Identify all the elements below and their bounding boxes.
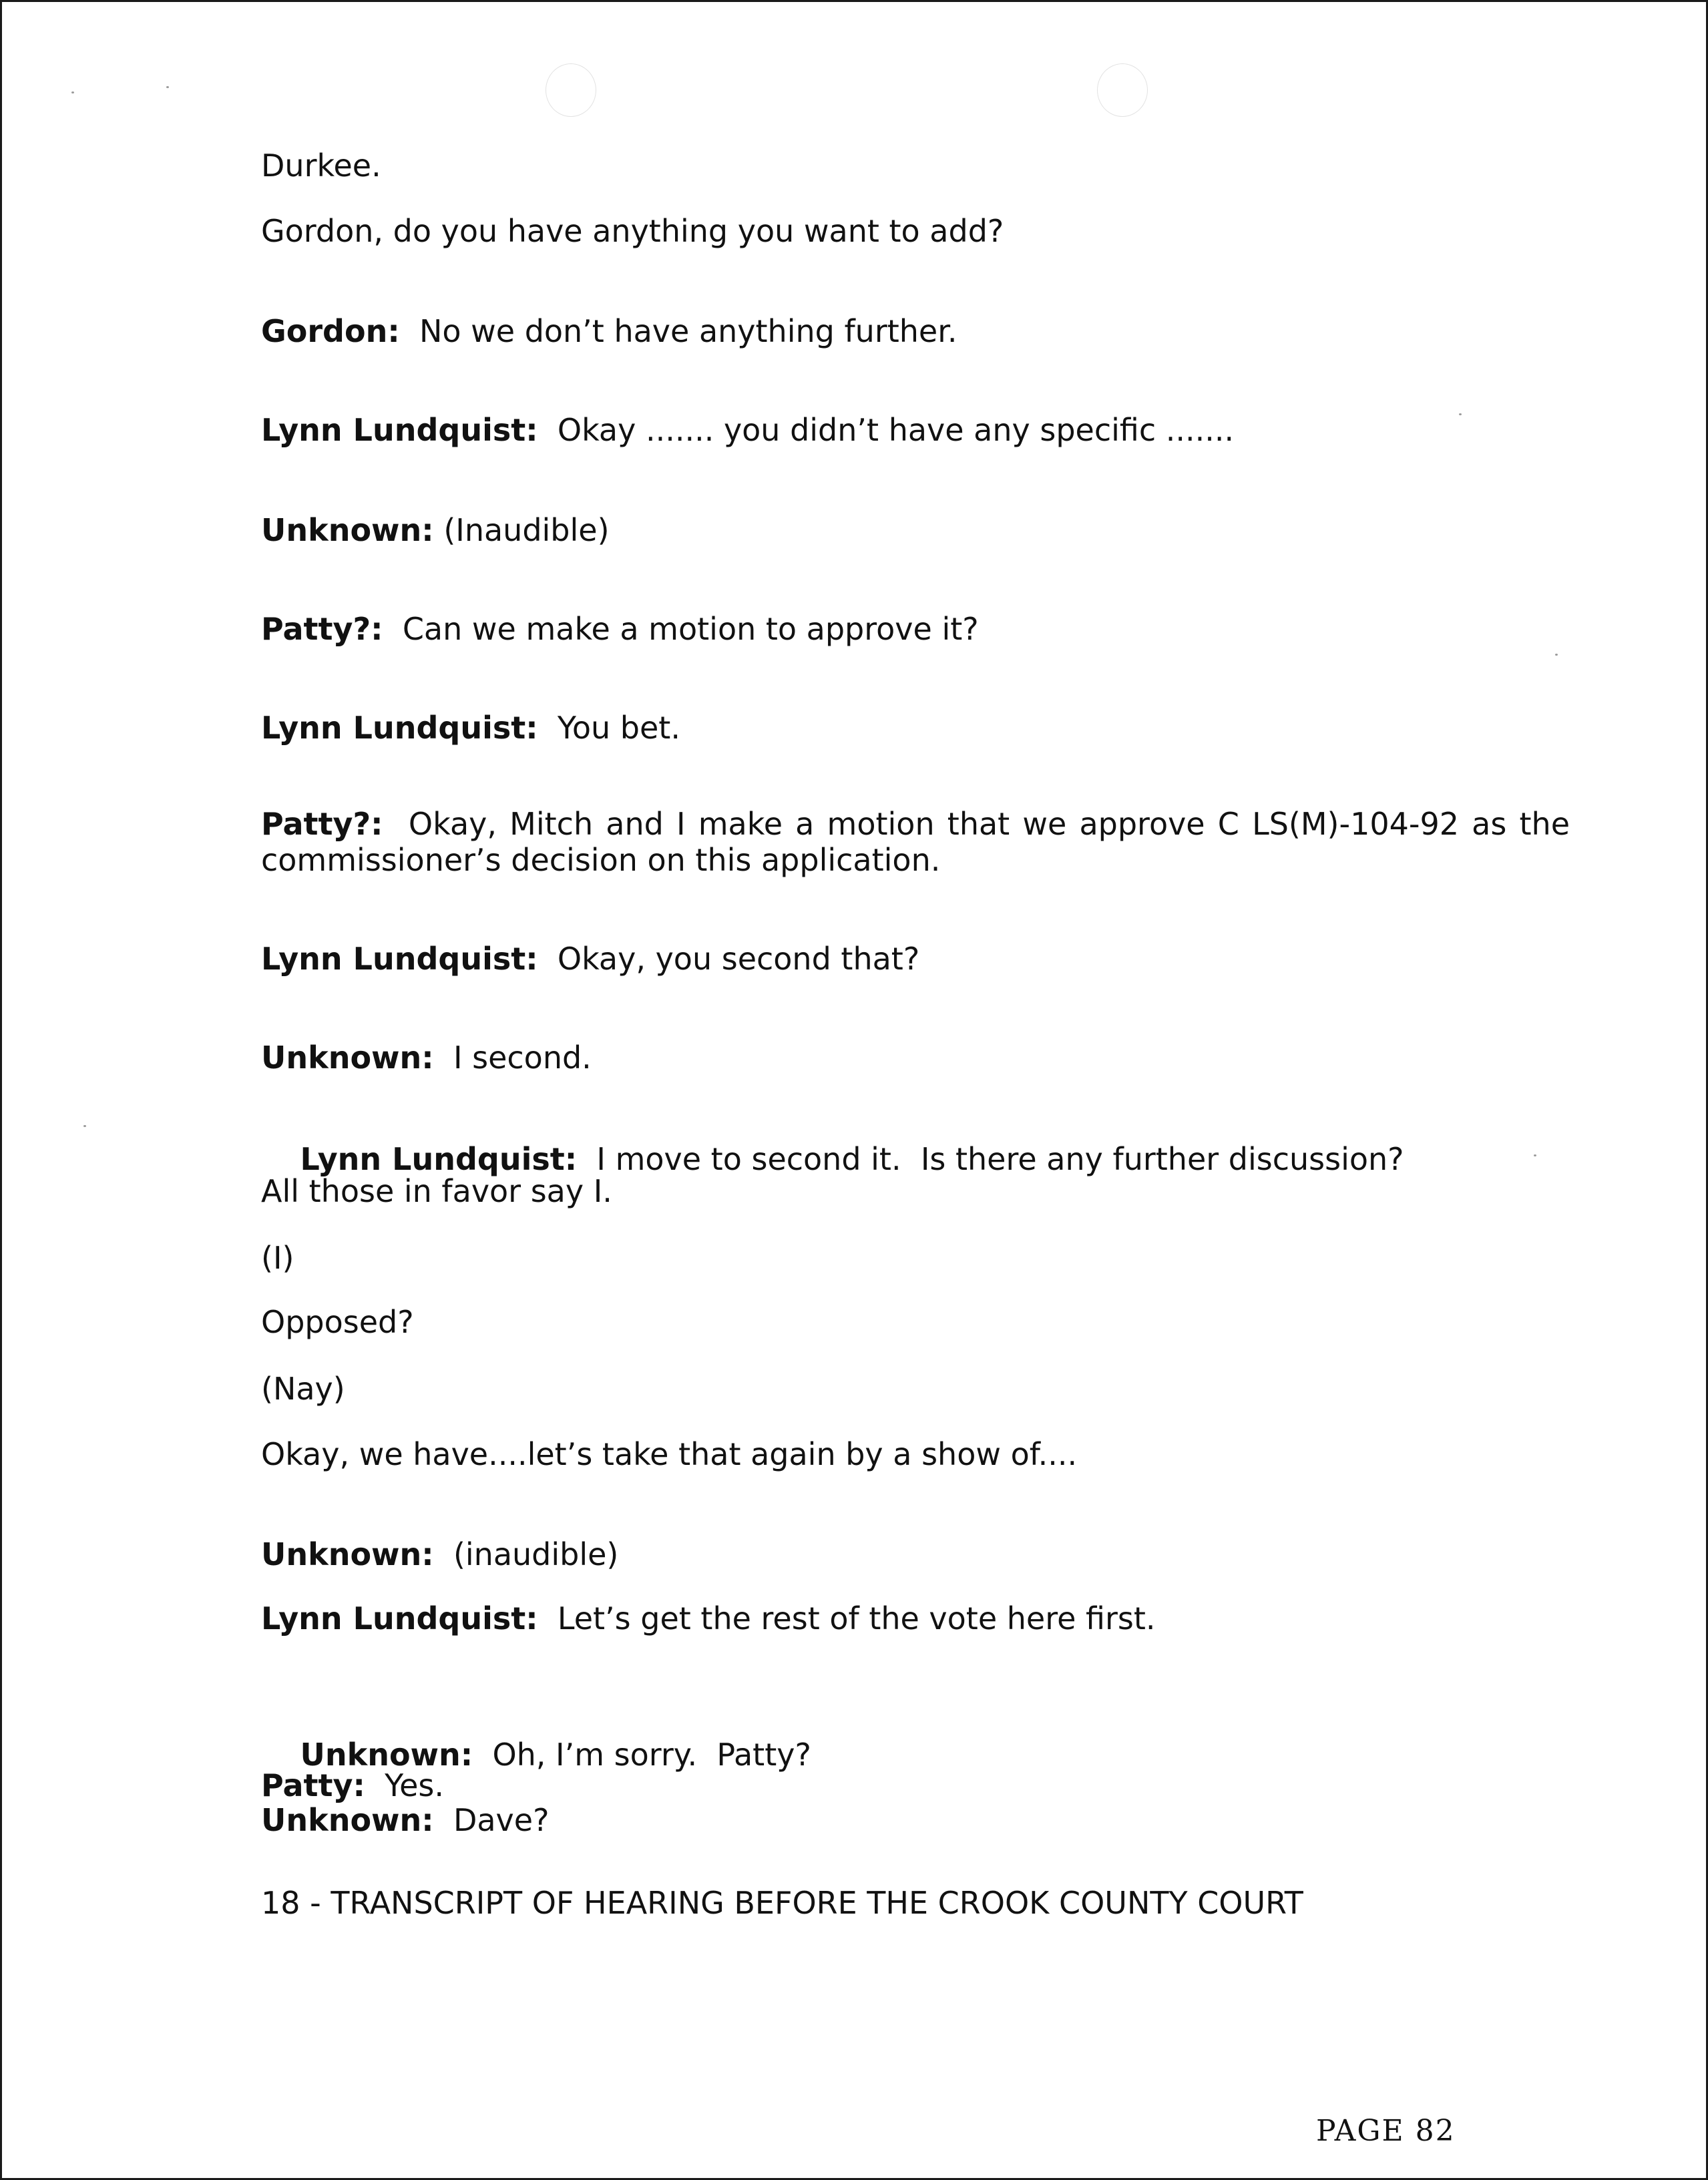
speaker-label: Unknown:: [261, 1802, 434, 1838]
utterance-text: (inaudible): [453, 1536, 619, 1572]
speaker-label: Unknown:: [261, 512, 434, 548]
utterance-text: Durkee.: [261, 148, 381, 184]
transcript-line: [261, 1436, 1570, 1472]
utterance-text: Gordon, do you have anything you want to add?: [261, 213, 1004, 249]
utterance-text: Okay ....... you didn’t have any specific .......: [557, 412, 1235, 448]
speaker-label: Unknown:: [261, 1040, 434, 1076]
utterance-text: (Nay): [261, 1371, 345, 1407]
utterance-text: You bet.: [557, 710, 680, 746]
transcript-line: [261, 1536, 1570, 1572]
utterance-text: Yes.: [385, 1767, 445, 1803]
transcript-line: [261, 213, 1570, 249]
utterance-text: (Inaudible): [443, 512, 610, 548]
speaker-label: Patty?:: [261, 806, 383, 842]
utterance-text: No we don’t have anything further.: [419, 313, 957, 349]
transcript-line: [261, 1304, 1570, 1340]
transcript-line: [261, 710, 1570, 746]
transcript-line: [261, 1600, 1570, 1637]
scan-speck: [1555, 654, 1558, 656]
transcript-line: [261, 512, 1570, 548]
transcript-line: [261, 313, 1570, 349]
speaker-label: Lynn Lundquist:: [261, 1600, 538, 1637]
transcript-line: [261, 806, 1570, 878]
transcript-line: [261, 148, 1570, 184]
speaker-label: Lynn Lundquist:: [261, 710, 538, 746]
transcript-line: [261, 1371, 1570, 1407]
speaker-label: Patty?:: [261, 611, 383, 647]
speaker-label: Lynn Lundquist:: [261, 412, 538, 448]
speaker-label: Unknown:: [300, 1737, 473, 1773]
transcript-line: [261, 1173, 1570, 1209]
speaker-label: Gordon:: [261, 313, 400, 349]
scan-speck: [71, 91, 74, 93]
utterance-text: Okay, we have....let’s take that again by a show of....: [261, 1436, 1078, 1472]
utterance-text: I second.: [453, 1040, 592, 1076]
utterance-text: I move to second it. Is there any further discussion?: [596, 1141, 1404, 1177]
punch-hole-right: [1097, 63, 1148, 117]
speaker-label: Lynn Lundquist:: [261, 941, 538, 977]
punch-hole-left: [546, 63, 596, 117]
utterance-text: Dave?: [453, 1802, 550, 1838]
transcript-line: [261, 1240, 1570, 1276]
utterance-text: Let’s get the rest of the vote here first.: [557, 1600, 1156, 1637]
utterance-text: Oh, I’m sorry. Patty?: [492, 1737, 811, 1773]
document-footer: 18 - TRANSCRIPT OF HEARING BEFORE THE CROOK COUNTY COURT: [261, 1885, 1303, 1921]
speaker-label: Lynn Lundquist:: [300, 1141, 578, 1177]
transcript-line: [261, 1767, 1570, 1803]
scan-speck: [166, 86, 169, 88]
utterance-text: Okay, you second that?: [557, 941, 920, 977]
utterance-text: Okay, Mitch and I make a motion that we approve C LS(M)-104-92 as the commissioner’s decision on this application.: [261, 806, 1570, 878]
utterance-text: (I): [261, 1240, 294, 1276]
utterance-text: Can we make a motion to approve it?: [402, 611, 979, 647]
transcript-line: [261, 412, 1570, 448]
transcript-line: [261, 941, 1570, 977]
utterance-text: Opposed?: [261, 1304, 414, 1340]
speaker-label: Patty:: [261, 1767, 365, 1803]
scan-speck: [83, 1125, 86, 1127]
transcript-line: [261, 611, 1570, 647]
transcript-line: [261, 1040, 1570, 1076]
utterance-text: All those in favor say I.: [261, 1173, 612, 1209]
transcript-line: [261, 1802, 1570, 1838]
page-number: PAGE 82: [1316, 2114, 1456, 2148]
speaker-label: Unknown:: [261, 1536, 434, 1572]
